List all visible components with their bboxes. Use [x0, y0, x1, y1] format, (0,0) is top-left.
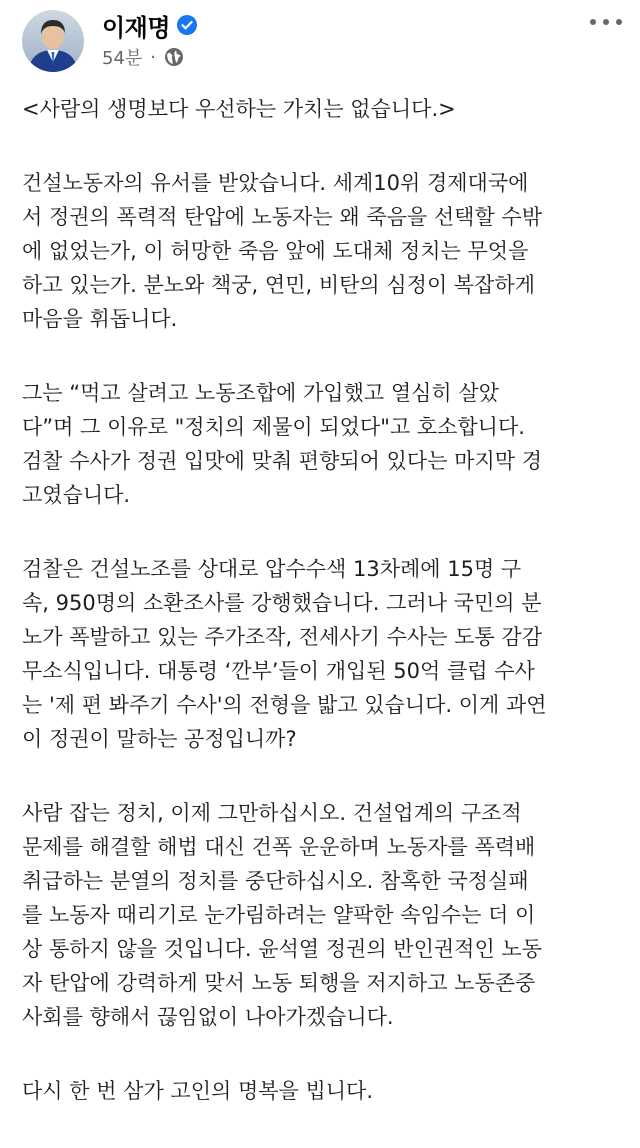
post-text-line: 다시 한 번 삼가 고인의 명복을 빕니다. [22, 1079, 374, 1103]
post-text-line: <사람의 생명보다 우선하는 가치는 없습니다.> [22, 97, 456, 121]
verified-badge-icon [176, 14, 198, 36]
post-text-line: 속, 950명의 소환조사를 강행했습니다. 그러나 국민의 분 [22, 591, 542, 615]
post-text-line: 는 '제 편 봐주기 수사'의 전형을 밟고 있습니다. 이게 과연 [22, 693, 547, 717]
post-meta [102, 44, 184, 70]
post-text-line: 고였습니다. [22, 483, 131, 507]
more-dot-icon [590, 19, 596, 25]
post-timestamp[interactable]: 54분 [102, 48, 143, 69]
post-paragraph [22, 92, 626, 126]
post-paragraph [22, 796, 626, 1034]
post-body [22, 92, 626, 1148]
post-text-line: 그는 “먹고 살려고 노동조합에 가입했고 열심히 살았 [22, 381, 499, 405]
post-text-line: 를 노동자 때리기로 눈가림하려는 얄팍한 속임수는 더 이 [22, 903, 536, 927]
post-text-line: 이 정권이 말하는 공정입니까? [22, 727, 297, 751]
post-paragraph [22, 1074, 626, 1108]
post-text-line: 에 없었는가, 이 허망한 죽음 앞에 도대체 정치는 무엇을 [22, 239, 529, 263]
meta-separator: · [150, 46, 157, 68]
more-dot-icon [616, 19, 622, 25]
post-text-line: 다”며 그 이유로 "정치의 제물이 되었다"고 호소합니다. [22, 415, 525, 439]
author-line [102, 10, 198, 40]
post-text-line: 사람 잡는 정치, 이제 그만하십시오. 건설업계의 구조적 [22, 801, 522, 825]
post-text-line: 하고 있는가. 분노와 책궁, 연민, 비탄의 심정이 복잡하게 [22, 273, 536, 297]
more-dot-icon [603, 19, 609, 25]
globe-icon[interactable] [164, 47, 184, 67]
avatar[interactable] [22, 10, 84, 72]
post-text-line: 서 정권의 폭력적 탄압에 노동자는 왜 죽음을 선택할 수밖 [22, 205, 542, 229]
post-text-line: 건설노동자의 유서를 받았습니다. 세계10위 경제대국에 [22, 171, 529, 195]
avatar-image [22, 10, 84, 72]
post-paragraph [22, 376, 626, 512]
post-paragraph [22, 166, 626, 336]
post-text-line: 문제를 해결할 해법 대신 건폭 운운하며 노동자를 폭력배 [22, 835, 536, 859]
more-options-button[interactable] [590, 12, 622, 32]
post-text-line: 마음을 휘돕니다. [22, 307, 178, 331]
post-header [0, 0, 640, 88]
post-text-line: 사회를 향해서 끊임없이 나아가겠습니다. [22, 1005, 394, 1029]
post-text-line: 상 통하지 않을 것입니다. 윤석열 정권의 반인권적인 노동 [22, 937, 542, 961]
post-paragraph [22, 552, 626, 756]
post-text-line: 취급하는 분열의 정치를 중단하십시오. 참혹한 국정실패 [22, 869, 529, 893]
post-text-line: 검찰 수사가 정권 입맛에 맞춰 편향되어 있다는 마지막 경 [22, 449, 542, 473]
post-text-line: 검찰은 건설노조를 상대로 압수수색 13차례에 15명 구 [22, 557, 522, 581]
post-text-line: 무소식입니다. 대통령 ‘깐부’들이 개입된 50억 클럽 수사 [22, 659, 535, 683]
post-text-line: 자 탄압에 강력하게 맞서 노동 퇴행을 저지하고 노동존중 [22, 971, 536, 995]
author-name[interactable]: 이재명 [102, 13, 171, 42]
post-text-line: 노가 폭발하고 있는 주가조작, 전세사기 수사는 도통 감감 [22, 625, 542, 649]
